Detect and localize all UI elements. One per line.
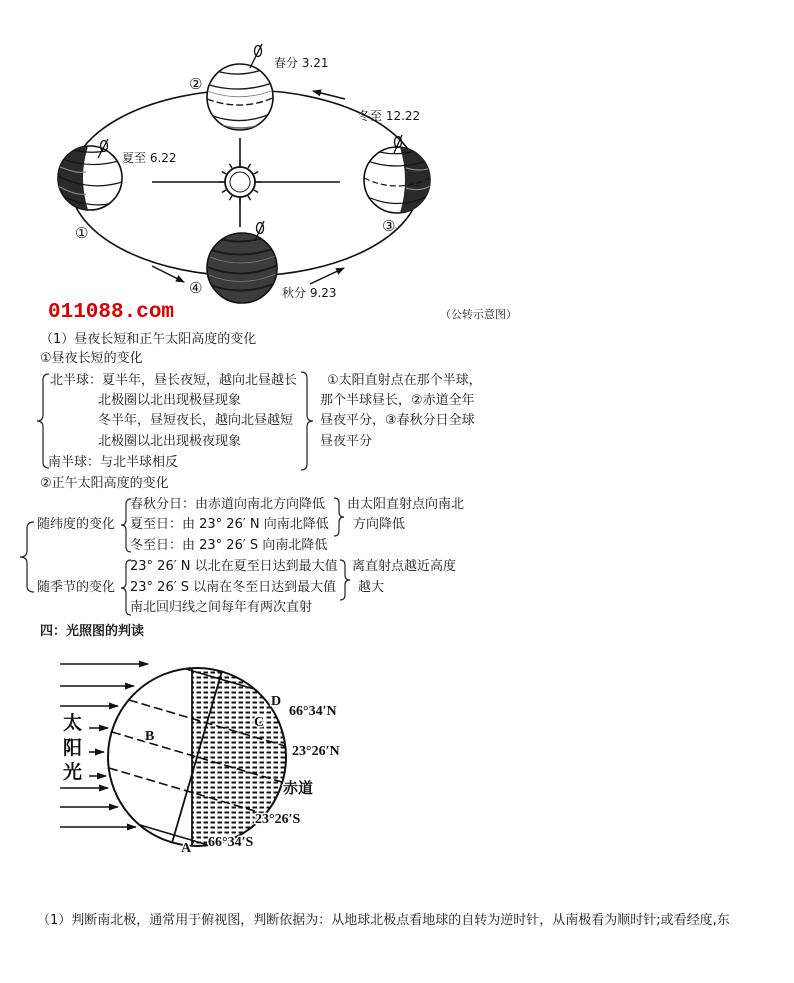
season-variation-label: 随季节的变化 <box>37 580 116 595</box>
sun-icon <box>219 161 261 203</box>
tropic-of-capricorn-label: 23°26′S <box>255 812 301 827</box>
globe-autumn-equinox <box>205 221 280 303</box>
northern-detail-line: 北极圈以北出现极夜现象 <box>98 434 242 449</box>
orbit-direction-arrow <box>310 268 344 284</box>
southern-hemisphere-line: 南半球：与北半球相反 <box>48 455 179 470</box>
season-variation-item: 南北回归线之间每年有两次直射 <box>130 600 313 615</box>
brace-season-items <box>121 560 131 615</box>
equator-label: 赤道 <box>283 781 314 797</box>
day-length-summary-line: 昼夜平分 <box>320 434 373 449</box>
label-winter-solstice: 冬至 12.22 <box>358 109 421 123</box>
globe-spring-equinox <box>206 44 275 130</box>
latitude-variation-item: 夏至日：由 23° 26′ N 向南北降低 <box>130 517 329 532</box>
latitude-variation-label: 随纬度的变化 <box>37 517 116 532</box>
paragraph-pole-judgement: （1）判断南北极，通常用于俯视图，判断依据为：从地球北极点看地球的自转为逆时针，从南极看为顺时针;或看经度,东 <box>37 913 730 928</box>
latitude-variation-summary: 方向降低 <box>353 517 406 532</box>
diagram-caption: （公转示意图） <box>440 308 517 321</box>
season-variation-summary: 越大 <box>358 580 385 595</box>
section-heading: （1）昼夜长短和正午太阳高度的变化 <box>40 332 257 347</box>
arctic-circle-label: 66°34′N <box>289 704 337 719</box>
label-summer-solstice: 夏至 6.22 <box>122 151 177 165</box>
point-a-label: A <box>181 841 192 856</box>
point-d-label: D <box>271 694 282 709</box>
antarctic-circle-label: 66°34′S <box>208 835 254 850</box>
position-number-1: ① <box>75 224 89 242</box>
sunlight-char: 光 <box>63 762 83 783</box>
brace-day-length <box>37 374 49 468</box>
brace-latitude-summary <box>334 498 344 536</box>
watermark: 011088.com <box>48 301 175 324</box>
subsection-title-noon-altitude: ②正午太阳高度的变化 <box>40 476 169 491</box>
position-number-4: ④ <box>189 279 203 297</box>
latitude-variation-summary: 由太阳直射点向南北 <box>347 497 465 512</box>
section-heading-illumination: 四：光照图的判读 <box>40 624 145 639</box>
point-b-label: B <box>145 729 155 744</box>
revolution-diagram <box>0 30 540 330</box>
latitude-variation-item: 冬至日：由 23° 26′ S 向南北降低 <box>130 538 328 553</box>
brace-season-summary <box>340 560 350 600</box>
outline-braces <box>0 360 794 622</box>
brace-latitude-items <box>121 499 131 552</box>
sunlight-char: 太 <box>63 713 83 734</box>
latitude-variation-item: 春秋分日：由赤道向南北方向降低 <box>130 497 326 512</box>
day-length-summary-line: 那个半球昼长，②赤道全年 <box>320 393 475 408</box>
label-autumn-equinox: 秋分 9.23 <box>282 286 337 300</box>
position-number-3: ③ <box>382 217 396 235</box>
rotation-axis-icon <box>250 44 262 68</box>
point-c-label: C <box>254 715 265 730</box>
day-length-summary-line: 昼夜平分，③春秋分日全球 <box>320 413 475 428</box>
season-variation-summary: 离直射点越近高度 <box>352 559 457 574</box>
label-spring-equinox: 春分 3.21 <box>274 56 329 70</box>
brace-noon-altitude <box>20 522 34 592</box>
globe-summer-solstice <box>58 139 122 210</box>
day-length-summary-line: ①太阳直射点在那个半球， <box>327 373 482 388</box>
northern-hemisphere-line: 北半球：夏半年，昼长夜短，越向北昼越长 <box>50 373 298 388</box>
illumination-diagram <box>0 640 400 862</box>
globe-winter-solstice <box>364 135 430 213</box>
northern-detail-line: 北极圈以北出现极昼现象 <box>98 393 242 408</box>
season-variation-item: 23° 26′ N 以北在夏至日达到最大值 <box>130 559 338 574</box>
northern-detail-line: 冬半年，昼短夜长，越向北昼越短 <box>98 413 294 428</box>
tropic-of-cancer-label: 23°26′N <box>292 744 340 759</box>
sunlight-char: 阳 <box>63 738 83 759</box>
position-number-2: ② <box>189 75 203 93</box>
season-variation-item: 23° 26′ S 以南在冬至日达到最大值 <box>130 580 337 595</box>
subsection-title-day-length: ①昼夜长短的变化 <box>40 351 143 366</box>
brace-day-length-summary <box>301 372 313 470</box>
